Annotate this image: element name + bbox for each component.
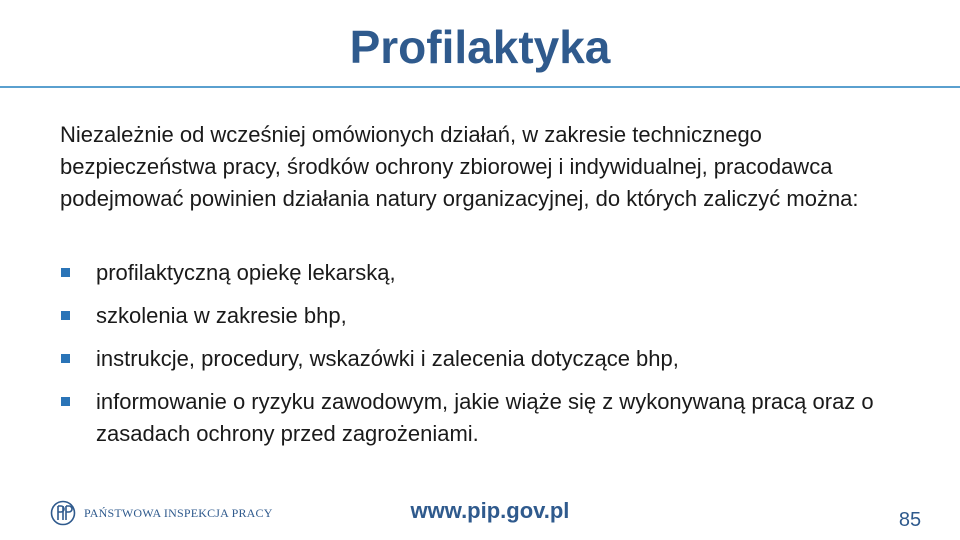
bullet-item [60,257,910,289]
square-bullet-icon [61,311,70,320]
bullet-text: szkolenia w zakresie bhp, [96,303,347,328]
bullet-item [60,386,910,450]
square-bullet-icon [61,397,70,406]
pip-emblem-icon [50,500,76,526]
footer-url-link[interactable]: www.pip.gov.pl [410,498,570,523]
bullet-text: profilaktyczną opiekę lekarską, [96,260,396,285]
intro-paragraph: Niezależnie od wcześniej omówionych działań, w zakresie technicznego bezpieczeństwa pracy, środków ochrony zbiorowej i indywidualnej, pracodawca podejmować powinien działania natury organizacyjnej, do których zaliczyć można: [60,122,859,211]
logo-text: PAŃSTWOWA INSPEKCJA PRACY [84,505,273,520]
slide-title: Profilaktyka [349,21,611,73]
bullet-list [60,257,910,450]
bullet-text: informowanie o ryzyku zawodowym, jakie wiąże się z wykonywaną pracą oraz o zasadach ochrony przed zagrożeniami. [96,389,874,446]
title-divider [0,86,960,88]
page-number: 85 [898,509,922,531]
bullet-text: instrukcje, procedury, wskazówki i zalecenia dotyczące bhp, [96,346,679,371]
pip-logo [50,500,273,526]
square-bullet-icon [61,268,70,277]
bullet-item [60,343,910,375]
square-bullet-icon [61,354,70,363]
bullet-item [60,300,910,332]
